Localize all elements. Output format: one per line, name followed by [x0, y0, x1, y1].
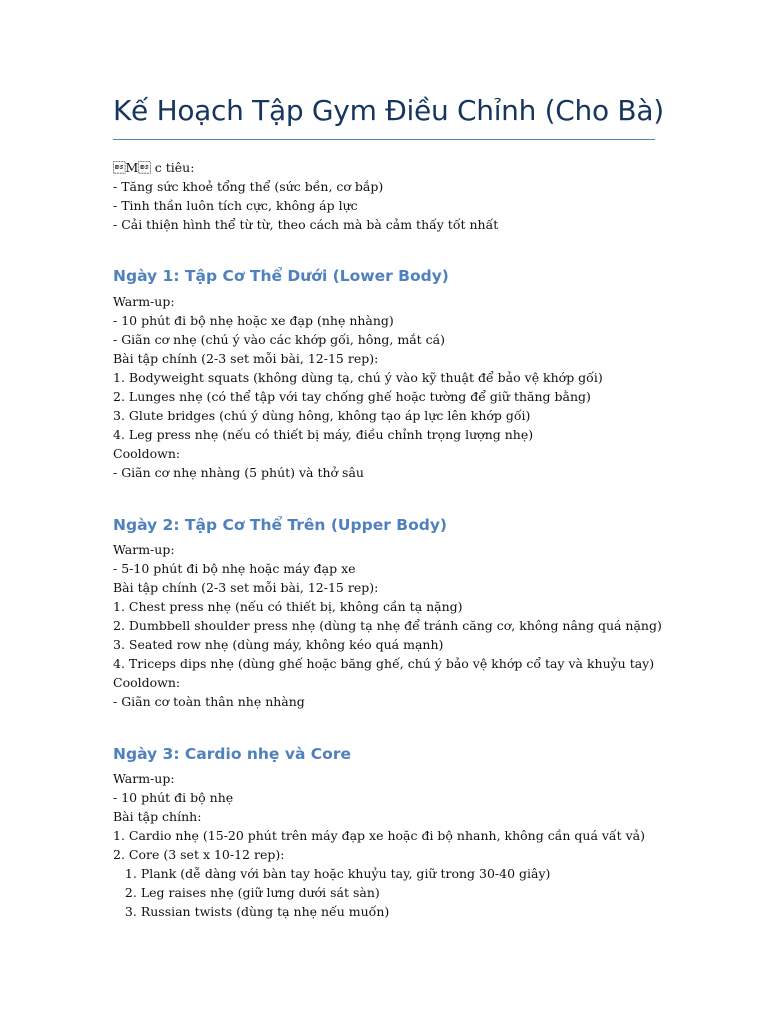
day-1-line: Warm-up:: [113, 294, 175, 309]
day-1-line: 3. Glute bridges (chú ý dùng hông, không tạo áp lực lên khớp gối): [113, 408, 531, 423]
day-1-line: - Giãn cơ nhẹ (chú ý vào các khớp gối, hông, mắt cá): [113, 332, 445, 347]
day-1-content: [113, 292, 603, 482]
goal-item: - Tinh thần luôn tích cực, không áp lực: [113, 198, 358, 213]
goals-label: M c tiêu:: [113, 160, 195, 175]
day-3-line: 1. Plank (dễ dàng với bàn tay hoặc khuỷu tay, giữ trong 30-40 giây): [113, 866, 551, 881]
day-3-heading: Ngày 3: Cardio nhẹ và Core: [113, 745, 351, 763]
day-1-line: 4. Leg press nhẹ (nếu có thiết bị máy, điều chỉnh trọng lượng nhẹ): [113, 427, 534, 442]
day-2-line: Bài tập chính (2-3 set mỗi bài, 12-15 rep):: [113, 580, 379, 595]
day-3-line: 1. Cardio nhẹ (15-20 phút trên máy đạp xe hoặc đi bộ nhanh, không cần quá vất vả): [113, 828, 645, 843]
day-2-heading: Ngày 2: Tập Cơ Thể Trên (Upper Body): [113, 516, 448, 534]
day-1-line: - Giãn cơ nhẹ nhàng (5 phút) và thở sâu: [113, 465, 364, 480]
day-2-line: 4. Triceps dips nhẹ (dùng ghế hoặc băng ghế, chú ý bảo vệ khớp cổ tay và khuỷu tay): [113, 656, 655, 671]
day-2-content: [113, 540, 662, 711]
day-2-line: 3. Seated row nhẹ (dùng máy, không kéo quá mạnh): [113, 637, 444, 652]
day-3-line: Warm-up:: [113, 771, 175, 786]
day-1-line: - 10 phút đi bộ nhẹ hoặc xe đạp (nhẹ nhàng): [113, 313, 394, 328]
day-1-line: 1. Bodyweight squats (không dùng tạ, chú ý vào kỹ thuật để bảo vệ khớp gối): [113, 370, 603, 385]
day-2-line: 2. Dumbbell shoulder press nhẹ (dùng tạ nhẹ để tránh căng cơ, không nâng quá nặng): [113, 618, 662, 633]
goals-section: [113, 158, 498, 234]
document-title: Kế Hoạch Tập Gym Điều Chỉnh (Cho Bà): [113, 94, 664, 127]
day-1-line: 2. Lunges nhẹ (có thể tập với tay chống ghế hoặc tường để giữ thăng bằng): [113, 389, 591, 404]
day-2-line: Cooldown:: [113, 675, 181, 690]
day-2-line: Warm-up:: [113, 542, 175, 557]
goal-item: - Tăng sức khoẻ tổng thể (sức bền, cơ bắp): [113, 179, 384, 194]
day-1-line: Bài tập chính (2-3 set mỗi bài, 12-15 rep):: [113, 351, 379, 366]
day-3-line: 2. Core (3 set x 10-12 rep):: [113, 847, 285, 862]
day-3-line: 3. Russian twists (dùng tạ nhẹ nếu muốn): [113, 904, 390, 919]
day-2-line: - Giãn cơ toàn thân nhẹ nhàng: [113, 694, 305, 709]
day-2-line: 1. Chest press nhẹ (nếu có thiết bị, không cần tạ nặng): [113, 599, 463, 614]
day-3-line: Bài tập chính:: [113, 809, 202, 824]
goal-item: - Cải thiện hình thể từ từ, theo cách mà bà cảm thấy tốt nhất: [113, 217, 499, 232]
title-underline: [113, 139, 655, 140]
day-3-content: [113, 769, 645, 921]
day-1-line: Cooldown:: [113, 446, 181, 461]
day-3-line: 2. Leg raises nhẹ (giữ lưng dưới sát sàn): [113, 885, 380, 900]
day-3-line: - 10 phút đi bộ nhẹ: [113, 790, 234, 805]
day-2-line: - 5-10 phút đi bộ nhẹ hoặc máy đạp xe: [113, 561, 356, 576]
day-1-heading: Ngày 1: Tập Cơ Thể Dưới (Lower Body): [113, 267, 449, 285]
